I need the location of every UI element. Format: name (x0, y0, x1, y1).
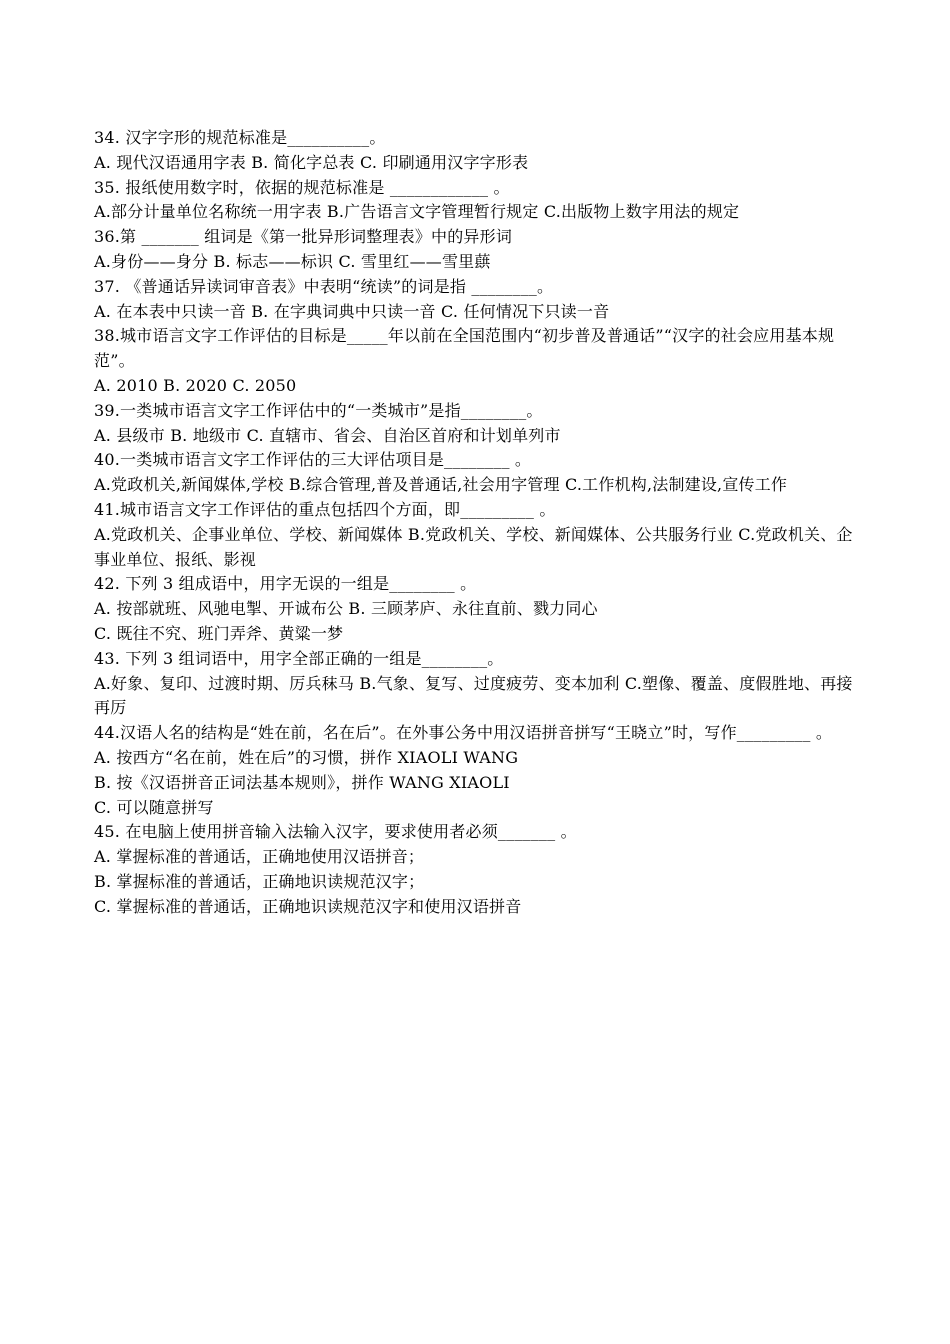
question-40: 40.一类城市语言文字工作评估的三大评估项目是________ 。 (94, 450, 532, 470)
option-45-a: A. 掌握标准的普通话，正确地使用汉语拼音； (94, 847, 425, 867)
question-45: 45. 在电脑上使用拼音输入法输入汉字，要求使用者必须_______ 。 (94, 822, 577, 842)
question-39: 39.一类城市语言文字工作评估中的“一类城市”是指________。 (94, 400, 543, 420)
question-42: 42. 下列 3 组成语中，用字无误的一组是________ 。 (94, 574, 477, 594)
options-38: A. 2010 B. 2020 C. 2050 (94, 375, 297, 395)
question-38: 38.城市语言文字工作评估的目标是_____年以前在全国范围内“初步普及普通话”“汉字的社会应用基本规范”。 (94, 326, 835, 371)
question-44: 44.汉语人名的结构是“姓在前，名在后”。在外事公务中用汉语拼音拼写“王晓立”时，写作_________ 。 (94, 723, 833, 743)
options-42-c: C. 既往不究、班门弄斧、黄粱一梦 (94, 623, 344, 643)
question-list (94, 126, 864, 920)
options-35: A.部分计量单位名称统一用字表 B.广告语言文字管理暂行规定 C.出版物上数字用法的规定 (94, 202, 740, 222)
options-37: A. 在本表中只读一音 B. 在字典词典中只读一音 C. 任何情况下只读一音 (94, 301, 610, 321)
options-43: A.好象、复印、过渡时期、厉兵秣马 B.气象、复写、过度疲劳、变本加利 C.塑像、覆盖、度假胜地、再接再厉 (94, 673, 853, 718)
options-41: A.党政机关、企事业单位、学校、新闻媒体 B.党政机关、学校、新闻媒体、公共服务行业 C.党政机关、企事业单位、报纸、影视 (94, 524, 853, 569)
question-37: 37. 《普通话异读词审音表》中表明“统读”的词是指 ________。 (94, 276, 554, 296)
options-40: A.党政机关,新闻媒体,学校 B.综合管理,普及普通话,社会用字管理 C.工作机构,法制建设,宣传工作 (94, 475, 788, 495)
option-45-b: B. 掌握标准的普通话，正确地识读规范汉字； (94, 871, 425, 891)
option-44-b: B. 按《汉语拼音正词法基本规则》，拼作 WANG XIAOLI (94, 772, 510, 792)
option-45-c: C. 掌握标准的普通话，正确地识读规范汉字和使用汉语拼音 (94, 896, 522, 916)
option-44-c: C. 可以随意拼写 (94, 797, 214, 817)
question-34: 34. 汉字字形的规范标准是__________。 (94, 128, 386, 147)
options-42-ab: A. 按部就班、风驰电掣、开诚布公 B. 三顾茅庐、永往直前、戮力同心 (94, 599, 598, 619)
option-44-a: A. 按西方“名在前，姓在后”的习惯，拼作 XIAOLI WANG (94, 747, 519, 767)
question-41: 41.城市语言文字工作评估的重点包括四个方面，即_________ 。 (94, 499, 556, 519)
question-36: 36.第 _______ 组词是《第一批异形词整理表》中的异形词 (94, 227, 513, 247)
question-43: 43. 下列 3 组词语中，用字全部正确的一组是________。 (94, 648, 504, 668)
options-36: A.身份——身分 B. 标志——标识 C. 雪里红——雪里蕻 (94, 251, 491, 271)
question-35: 35. 报纸使用数字时，依据的规范标准是 ____________ 。 (94, 177, 510, 197)
options-39: A. 县级市 B. 地级市 C. 直辖市、省会、自治区首府和计划单列市 (94, 425, 561, 445)
options-34: A. 现代汉语通用字表 B. 简化字总表 C. 印刷通用汉字字形表 (94, 152, 529, 172)
